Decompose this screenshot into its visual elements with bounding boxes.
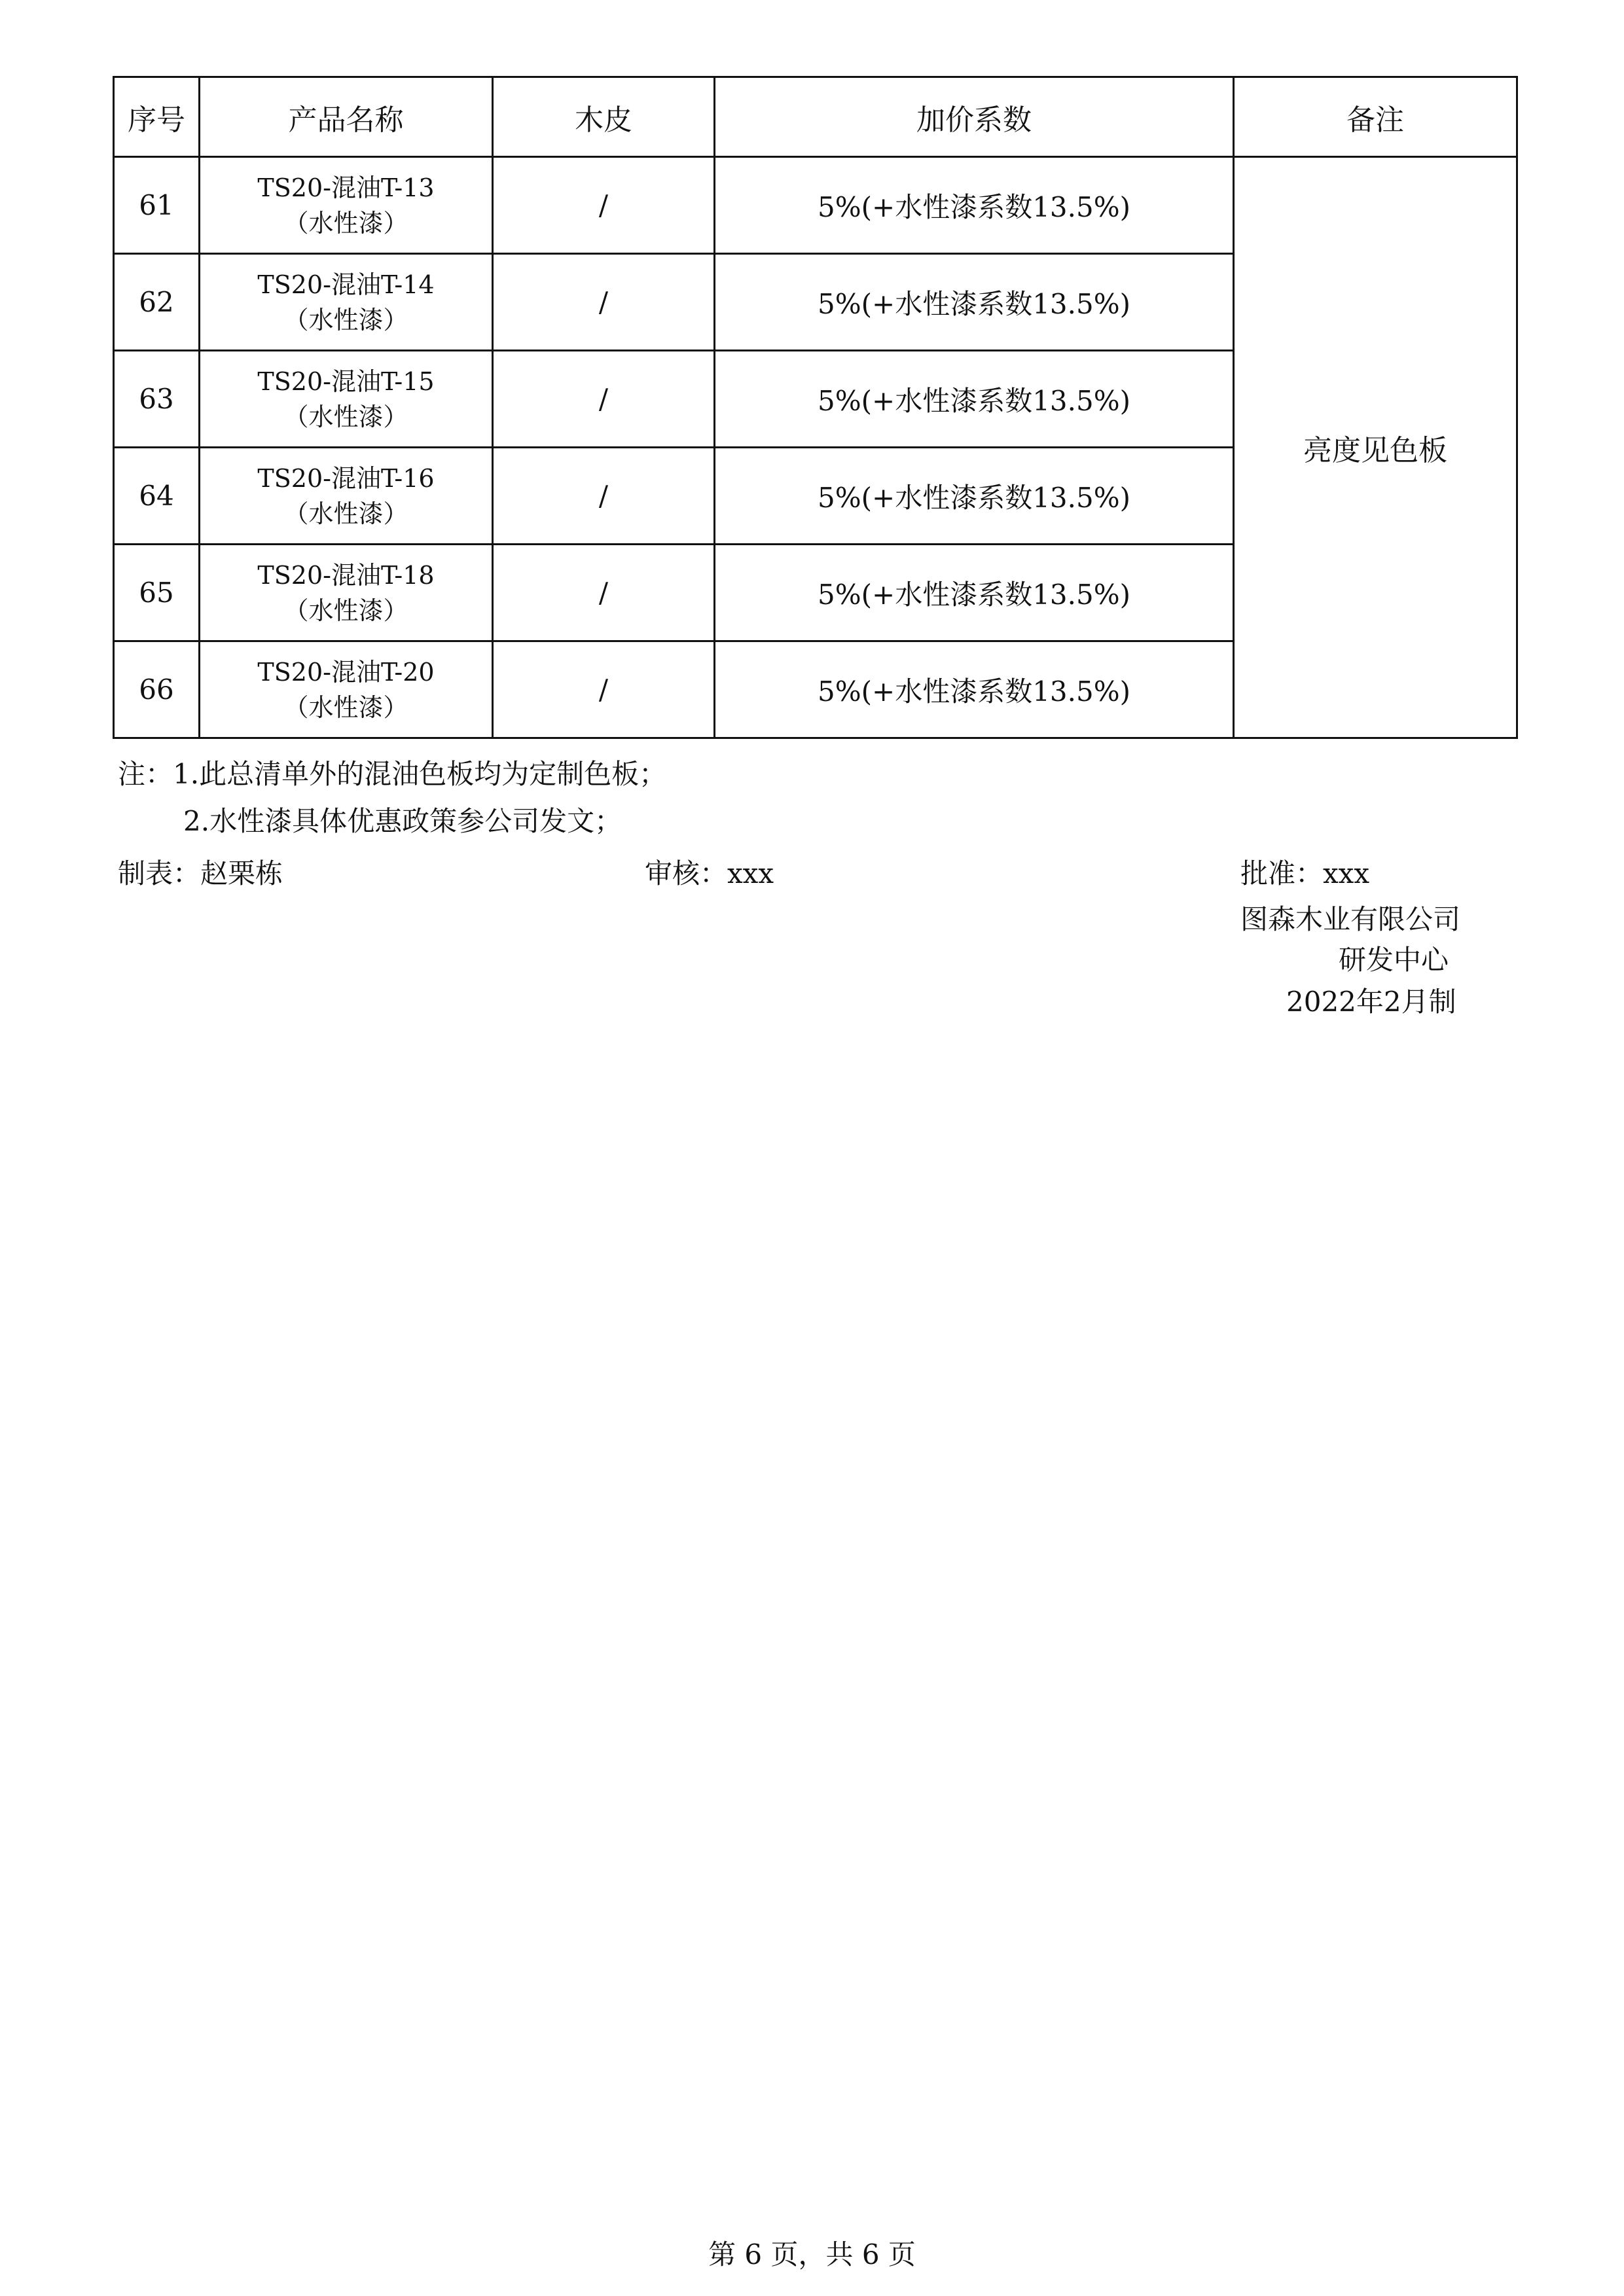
wood-veneer-cell: / [493,545,715,641]
product-name-cell [200,641,493,738]
price-factor-cell: 5%(+水性漆系数13.5%) [715,448,1234,545]
product-name-line2: （水性漆） [283,499,408,528]
header-remark: 备注 [1234,77,1517,157]
price-factor-cell: 5%(+水性漆系数13.5%) [715,254,1234,351]
product-name-line1: TS20-混油T-14 [257,270,435,299]
header-wood-veneer: 木皮 [493,77,715,157]
product-name-line1: TS20-混油T-13 [257,173,435,202]
product-name-line2: （水性漆） [283,402,408,431]
company-name: 图森木业有限公司 [1240,903,1461,935]
seq-cell: 64 [114,448,200,545]
product-name-line2: （水性漆） [283,208,408,238]
product-name-line1: TS20-混油T-18 [257,560,435,590]
product-name-cell [200,545,493,641]
product-name-cell [200,351,493,448]
wood-veneer-cell: / [493,157,715,254]
seq-cell: 62 [114,254,200,351]
price-factor-cell: 5%(+水性漆系数13.5%) [715,351,1234,448]
seq-cell: 61 [114,157,200,254]
header-product-name: 产品名称 [200,77,493,157]
wood-veneer-cell: / [493,641,715,738]
seq-cell: 65 [114,545,200,641]
price-factor-cell: 5%(+水性漆系数13.5%) [715,157,1234,254]
product-name-cell [200,448,493,545]
issue-date: 2022年2月制 [1286,986,1456,1018]
price-factor-cell: 5%(+水性漆系数13.5%) [715,545,1234,641]
page-number: 第 6 页，共 6 页 [708,2238,916,2270]
reviewed-by: 审核：xxx [645,857,774,889]
wood-veneer-cell: / [493,254,715,351]
product-name-line1: TS20-混油T-16 [257,463,435,493]
header-price-factor: 加价系数 [715,77,1234,157]
product-name-line1: TS20-混油T-15 [257,367,435,396]
product-name-cell [200,254,493,351]
product-name-line2: （水性漆） [283,305,408,334]
seq-cell: 66 [114,641,200,738]
table-row [114,157,1517,254]
wood-veneer-cell: / [493,448,715,545]
product-name-line2: （水性漆） [283,596,408,625]
seq-cell: 63 [114,351,200,448]
approved-by: 批准：xxx [1240,857,1370,889]
remark-cell: 亮度见色板 [1234,157,1517,738]
product-name-cell [200,157,493,254]
note-2: 2.水性漆具体优惠政策参公司发文； [183,805,623,837]
department-name: 研发中心 [1339,944,1449,976]
header-seq: 序号 [114,77,200,157]
price-table [113,76,1518,739]
price-factor-cell: 5%(+水性漆系数13.5%) [715,641,1234,738]
product-name-line1: TS20-混油T-20 [257,657,435,687]
note-1: 注：1.此总清单外的混油色板均为定制色板； [118,758,667,790]
product-name-line2: （水性漆） [283,692,408,722]
table-header-row [114,77,1517,157]
prepared-by: 制表：赵栗栋 [118,857,283,889]
wood-veneer-cell: / [493,351,715,448]
